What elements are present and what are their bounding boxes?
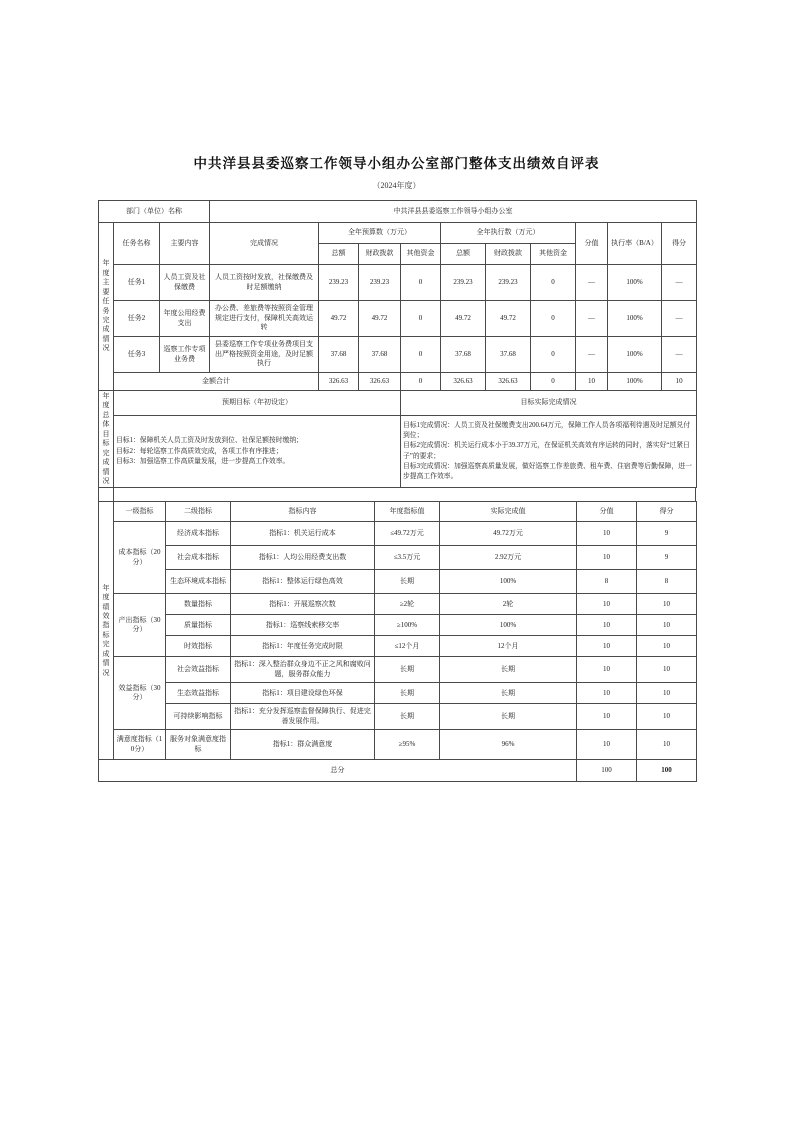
indicator-actual: 49.72万元 bbox=[440, 522, 577, 546]
tasks-total-label: 金额合计 bbox=[114, 373, 319, 391]
indicator-level2: 可持续影响指标 bbox=[166, 704, 231, 730]
indicator-content: 指标1：巡察线索移交率 bbox=[231, 615, 375, 636]
indicator-annual: ≤12个月 bbox=[375, 636, 440, 657]
indicator-row bbox=[99, 546, 697, 570]
indicators-table bbox=[98, 501, 697, 782]
indicator-group-benefit: 效益指标（30分） bbox=[114, 657, 166, 730]
col-header-content: 指标内容 bbox=[231, 502, 375, 522]
indicator-annual: 长期 bbox=[375, 683, 440, 704]
points-sum: 10 bbox=[576, 373, 608, 391]
budget-fiscal: 49.72 bbox=[359, 301, 401, 337]
exec-rate: 100% bbox=[608, 301, 662, 337]
indicator-content: 指标1：群众满意度 bbox=[231, 730, 375, 760]
indicator-row bbox=[99, 594, 697, 615]
tasks-total-row bbox=[99, 373, 697, 391]
col-header-score: 得分 bbox=[637, 502, 697, 522]
indicator-annual: 长期 bbox=[375, 657, 440, 683]
indicator-level2: 生态效益指标 bbox=[166, 683, 231, 704]
score: — bbox=[662, 265, 697, 301]
indicator-actual: 长期 bbox=[440, 657, 577, 683]
budget-total-sum: 326.63 bbox=[319, 373, 359, 391]
col-header-exec-other: 其他资金 bbox=[531, 244, 576, 265]
indicator-level2: 服务对象满意度指标 bbox=[166, 730, 231, 760]
section-gap-line bbox=[99, 488, 114, 501]
indicator-row bbox=[99, 704, 697, 730]
task-name: 任务1 bbox=[114, 265, 160, 301]
points: — bbox=[576, 301, 608, 337]
col-header-budget-fiscal: 财政拨款 bbox=[359, 244, 401, 265]
exec-fiscal-sum: 326.63 bbox=[486, 373, 531, 391]
indicators-side-label: 年度绩效指标完成情况 bbox=[99, 502, 114, 760]
exec-other: 0 bbox=[531, 337, 576, 373]
indicator-annual: 长期 bbox=[375, 704, 440, 730]
indicator-row bbox=[99, 730, 697, 760]
indicator-score: 10 bbox=[637, 615, 697, 636]
col-header-exec-rate: 执行率（B/A） bbox=[608, 223, 662, 265]
indicator-score: 10 bbox=[637, 730, 697, 760]
expected-goals-header: 预期目标（年初设定） bbox=[114, 391, 401, 416]
grand-total-label: 总分 bbox=[99, 760, 577, 782]
indicator-annual: ≥95% bbox=[375, 730, 440, 760]
budget-total: 49.72 bbox=[319, 301, 359, 337]
budget-fiscal-sum: 326.63 bbox=[359, 373, 401, 391]
indicator-content: 指标1：整体运行绿色高效 bbox=[231, 570, 375, 594]
indicator-points: 10 bbox=[577, 594, 637, 615]
indicator-points: 10 bbox=[577, 615, 637, 636]
indicator-row bbox=[99, 615, 697, 636]
actual-goal-3: 目标3完成情况：加强巡察高质量发展，做好巡察工作差旅费、租车费、住宿费等后勤保障，进一步提高工作效率。 bbox=[403, 462, 692, 480]
indicator-actual: 12个月 bbox=[440, 636, 577, 657]
exec-rate: 100% bbox=[608, 337, 662, 373]
indicator-content: 指标1：充分发挥巡察监督保障执行、促进完善发展作用。 bbox=[231, 704, 375, 730]
dept-label: 部门（单位）名称 bbox=[99, 201, 210, 223]
score: — bbox=[662, 337, 697, 373]
indicator-score: 10 bbox=[637, 636, 697, 657]
tasks-header-row-1 bbox=[99, 223, 697, 244]
indicator-content: 指标1：开展巡察次数 bbox=[231, 594, 375, 615]
task-completion: 办公费、差旅费等按照资金管理规定进行支付，保障机关高效运转 bbox=[210, 301, 319, 337]
actual-goals-header: 目标实际完成情况 bbox=[401, 391, 697, 416]
grand-total-points: 100 bbox=[577, 760, 637, 782]
section-gap bbox=[98, 488, 696, 501]
indicator-row bbox=[99, 570, 697, 594]
indicator-row bbox=[99, 657, 697, 683]
indicator-row bbox=[99, 683, 697, 704]
indicator-level2: 生态环境成本指标 bbox=[166, 570, 231, 594]
exec-fiscal: 239.23 bbox=[486, 265, 531, 301]
budget-total: 37.68 bbox=[319, 337, 359, 373]
exec-fiscal: 37.68 bbox=[486, 337, 531, 373]
indicator-level2: 质量指标 bbox=[166, 615, 231, 636]
indicator-actual: 100% bbox=[440, 615, 577, 636]
task-row-2 bbox=[99, 301, 697, 337]
exec-total: 37.68 bbox=[441, 337, 486, 373]
indicator-annual: ≥2轮 bbox=[375, 594, 440, 615]
task-content: 年度公用经费支出 bbox=[160, 301, 210, 337]
indicator-score: 10 bbox=[637, 683, 697, 704]
exec-fiscal: 49.72 bbox=[486, 301, 531, 337]
indicator-score: 10 bbox=[637, 594, 697, 615]
goals-header-row bbox=[99, 391, 697, 416]
indicator-points: 10 bbox=[577, 636, 637, 657]
indicator-score: 8 bbox=[637, 570, 697, 594]
col-header-budget-other: 其他资金 bbox=[401, 244, 441, 265]
actual-goal-2: 目标2完成情况：机关运行成本小于39.37万元，在保证机关高效有序运转的同时，落实好“过紧日子”的要求； bbox=[403, 442, 690, 460]
col-header-actual-value: 实际完成值 bbox=[440, 502, 577, 522]
indicator-row bbox=[99, 522, 697, 546]
budget-fiscal: 239.23 bbox=[359, 265, 401, 301]
indicator-annual: 长期 bbox=[375, 570, 440, 594]
expected-goals-cell bbox=[114, 415, 401, 488]
points: — bbox=[576, 337, 608, 373]
task-row-1 bbox=[99, 265, 697, 301]
indicator-level2: 社会效益指标 bbox=[166, 657, 231, 683]
indicator-points: 10 bbox=[577, 546, 637, 570]
tasks-side-label: 年度主要任务完成情况 bbox=[99, 223, 114, 391]
actual-goal-1: 目标1完成情况：人员工资及社保缴费支出200.64万元，保障工作人员各项福利待遇及时足额兑付到位； bbox=[403, 422, 691, 440]
col-header-budget-group: 全年预算数（万元） bbox=[319, 223, 441, 244]
indicator-points: 8 bbox=[577, 570, 637, 594]
col-header-task-name: 任务名称 bbox=[114, 223, 160, 265]
col-header-annual-value: 年度指标值 bbox=[375, 502, 440, 522]
goals-content-row bbox=[99, 415, 697, 488]
indicator-level2: 经济成本指标 bbox=[166, 522, 231, 546]
indicator-score: 9 bbox=[637, 546, 697, 570]
indicator-group-output: 产出指标（30分） bbox=[114, 594, 166, 657]
task-name: 任务3 bbox=[114, 337, 160, 373]
actual-goals-cell bbox=[401, 415, 697, 488]
page-title: 中共洋县县委巡察工作领导小组办公室部门整体支出绩效自评表 bbox=[193, 156, 600, 171]
points: — bbox=[576, 265, 608, 301]
indicator-level2: 数量指标 bbox=[166, 594, 231, 615]
col-header-points: 分值 bbox=[577, 502, 637, 522]
task-content: 巡察工作专项业务费 bbox=[160, 337, 210, 373]
exec-total: 239.23 bbox=[441, 265, 486, 301]
indicator-actual: 长期 bbox=[440, 704, 577, 730]
task-completion: 人员工资按时发放，社保缴费及时足额缴纳 bbox=[210, 265, 319, 301]
task-content: 人员工资及社保缴费 bbox=[160, 265, 210, 301]
indicator-actual: 100% bbox=[440, 570, 577, 594]
budget-other: 0 bbox=[401, 337, 441, 373]
indicator-points: 10 bbox=[577, 704, 637, 730]
col-header-score: 得分 bbox=[662, 223, 697, 265]
indicator-points: 10 bbox=[577, 522, 637, 546]
col-header-budget-total: 总额 bbox=[319, 244, 359, 265]
dept-row bbox=[99, 201, 697, 223]
indicator-content: 指标1：年度任务完成时限 bbox=[231, 636, 375, 657]
indicator-content: 指标1：深入整治群众身边不正之风和腐败问题，服务群众能力 bbox=[231, 657, 375, 683]
indicator-group-cost: 成本指标（20分） bbox=[114, 522, 166, 594]
indicator-points: 10 bbox=[577, 730, 637, 760]
indicator-score: 10 bbox=[637, 657, 697, 683]
grand-total-row bbox=[99, 760, 697, 782]
task-row-3 bbox=[99, 337, 697, 373]
goals-side-label: 年度总体目标完成情况 bbox=[99, 391, 114, 488]
col-header-main-content: 主要内容 bbox=[160, 223, 210, 265]
score-sum: 10 bbox=[662, 373, 697, 391]
indicator-actual: 96% bbox=[440, 730, 577, 760]
exec-other: 0 bbox=[531, 301, 576, 337]
budget-other: 0 bbox=[401, 265, 441, 301]
indicator-annual: ≤49.72万元 bbox=[375, 522, 440, 546]
form-body bbox=[98, 200, 696, 782]
indicator-score: 9 bbox=[637, 522, 697, 546]
indicator-annual: ≤3.5万元 bbox=[375, 546, 440, 570]
indicator-group-satisfaction: 满意度指标（10分） bbox=[114, 730, 166, 760]
col-header-completion: 完成情况 bbox=[210, 223, 319, 265]
budget-other: 0 bbox=[401, 301, 441, 337]
col-header-exec-fiscal: 财政拨款 bbox=[486, 244, 531, 265]
tasks-table bbox=[98, 200, 697, 391]
indicator-actual: 2.92万元 bbox=[440, 546, 577, 570]
budget-total: 239.23 bbox=[319, 265, 359, 301]
col-header-exec-total: 总额 bbox=[441, 244, 486, 265]
indicator-annual: ≥100% bbox=[375, 615, 440, 636]
indicator-row bbox=[99, 636, 697, 657]
col-header-level2: 二级指标 bbox=[166, 502, 231, 522]
exec-rate: 100% bbox=[608, 265, 662, 301]
indicator-score: 10 bbox=[637, 704, 697, 730]
score: — bbox=[662, 301, 697, 337]
col-header-points: 分值 bbox=[576, 223, 608, 265]
indicator-content: 指标1：人均公用经费支出数 bbox=[231, 546, 375, 570]
indicator-level2: 社会成本指标 bbox=[166, 546, 231, 570]
task-name: 任务2 bbox=[114, 301, 160, 337]
budget-other-sum: 0 bbox=[401, 373, 441, 391]
page-subtitle: （2024年度） bbox=[372, 181, 421, 190]
task-completion: 县委巡察工作专项业务费项目支出严格按照资金用途，及时足额执行 bbox=[210, 337, 319, 373]
indicator-content: 指标1：项目建设绿色环保 bbox=[231, 683, 375, 704]
expected-goal-1: 目标1：保障机关人员工资及时发放到位、社保足额按时缴纳； bbox=[116, 437, 303, 445]
grand-total-score: 100 bbox=[637, 760, 697, 782]
indicator-points: 10 bbox=[577, 683, 637, 704]
exec-total: 49.72 bbox=[441, 301, 486, 337]
indicator-actual: 2轮 bbox=[440, 594, 577, 615]
exec-other-sum: 0 bbox=[531, 373, 576, 391]
dept-value: 中共洋县县委巡察工作领导小组办公室 bbox=[210, 201, 697, 223]
exec-total-sum: 326.63 bbox=[441, 373, 486, 391]
indicator-content: 指标1：机关运行成本 bbox=[231, 522, 375, 546]
indicator-points: 10 bbox=[577, 657, 637, 683]
budget-fiscal: 37.68 bbox=[359, 337, 401, 373]
expected-goal-3: 目标3：加强巡察工作高质量发展，进一步提高工作效率。 bbox=[116, 457, 290, 465]
exec-other: 0 bbox=[531, 265, 576, 301]
expected-goal-2: 目标2：每轮巡察工作高质效完成，各项工作有序推进； bbox=[116, 447, 283, 455]
indicator-actual: 长期 bbox=[440, 683, 577, 704]
col-header-level1: 一级指标 bbox=[114, 502, 166, 522]
indicator-level2: 时效指标 bbox=[166, 636, 231, 657]
goals-table bbox=[98, 390, 697, 488]
exec-rate-sum: 100% bbox=[608, 373, 662, 391]
indicators-header-row bbox=[99, 502, 697, 522]
col-header-exec-group: 全年执行数（万元） bbox=[441, 223, 576, 244]
